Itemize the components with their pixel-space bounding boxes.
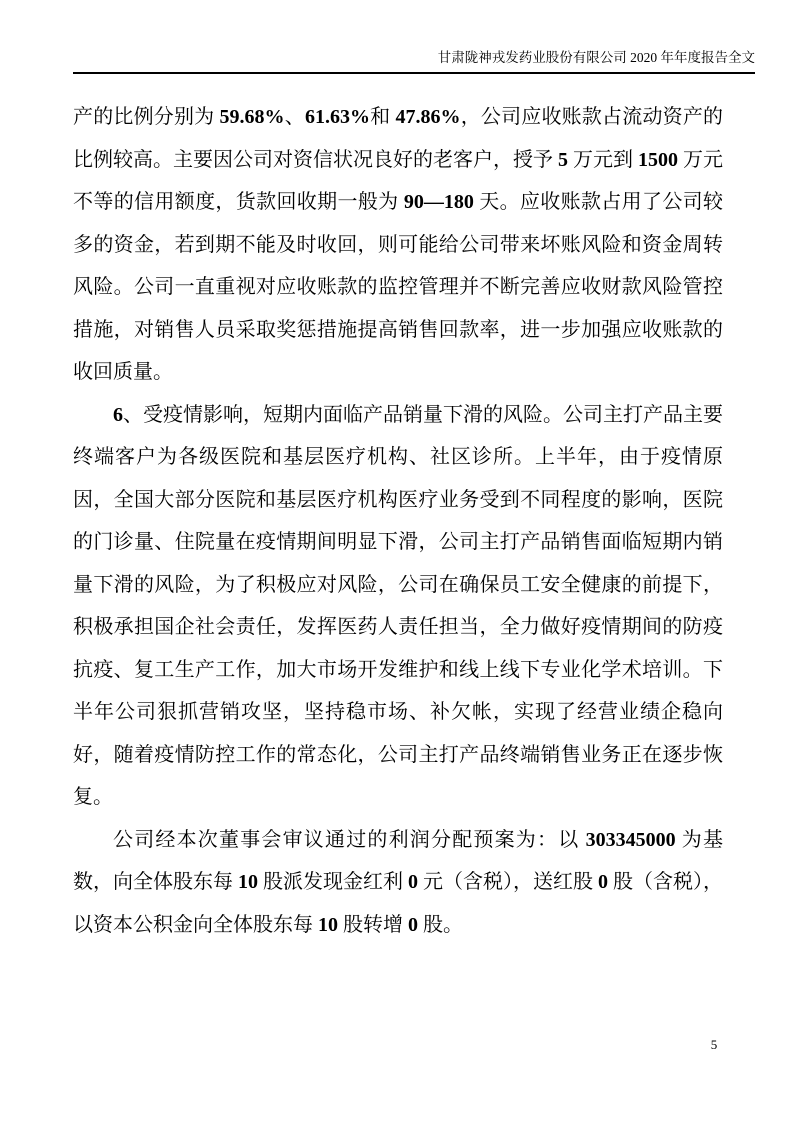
paragraph-pandemic-sales-risk: 6、受疫情影响，短期内面临产品销量下滑的风险。公司主打产品主要终端客户为各级医院和基层医疗机构、社区诊所。上半年，由于疫情原因，全国大部分医院和基层医疗机构医疗业务受到不同程度的影响，医院的门诊量、住院量在疫情期间明显下滑，公司主打产品销售面临短期内销量下滑的风险，为了积极应对风险，公司在确保员工安全健康的前提下，积极承担国企社会责任，发挥医药人责任担当，全力做好疫情期间的防疫抗疫、复工生产工作，加大市场开发维护和线上线下专业化学术培训。下半年公司狠抓营销攻坚，坚持稳市场、补欠帐，实现了经营业绩企稳向好，随着疫情防控工作的常态化，公司主打产品终端销售业务正在逐步恢复。 xyxy=(73,403,723,808)
header-title: 甘肃陇神戎发药业股份有限公司 2020 年年度报告全文 xyxy=(437,50,755,65)
paragraph-profit-distribution: 公司经本次董事会审议通过的利润分配预案为：以 303345000 为基数，向全体股东每 10 股派发现金红利 0 元（含税），送红股 0 股（含税），以资本公积金向全体股东每 10 股转增 0 股。 xyxy=(73,828,724,936)
page-header xyxy=(73,48,755,74)
paragraph-receivables-risk: 产的比例分别为 59.68%、61.63%和 47.86%，公司应收账款占流动资产的比例较高。主要因公司对资信状况良好的老客户，授予 5 万元到 1500 万元不等的信用额度，货款回收期一般为 90—180 天。应收账款占用了公司较多的资金，若到期不能及时收回，则可能给公司带来坏账风险和资金周转风险。公司一直重视对应收账款的监控管理并不断完善应收财款风险管控措施，对销售人员采取奖惩措施提高销售回款率，进一步加强应收账款的收回质量。 xyxy=(73,106,724,383)
document-body xyxy=(73,96,723,946)
page-number: 5 xyxy=(710,1037,718,1052)
